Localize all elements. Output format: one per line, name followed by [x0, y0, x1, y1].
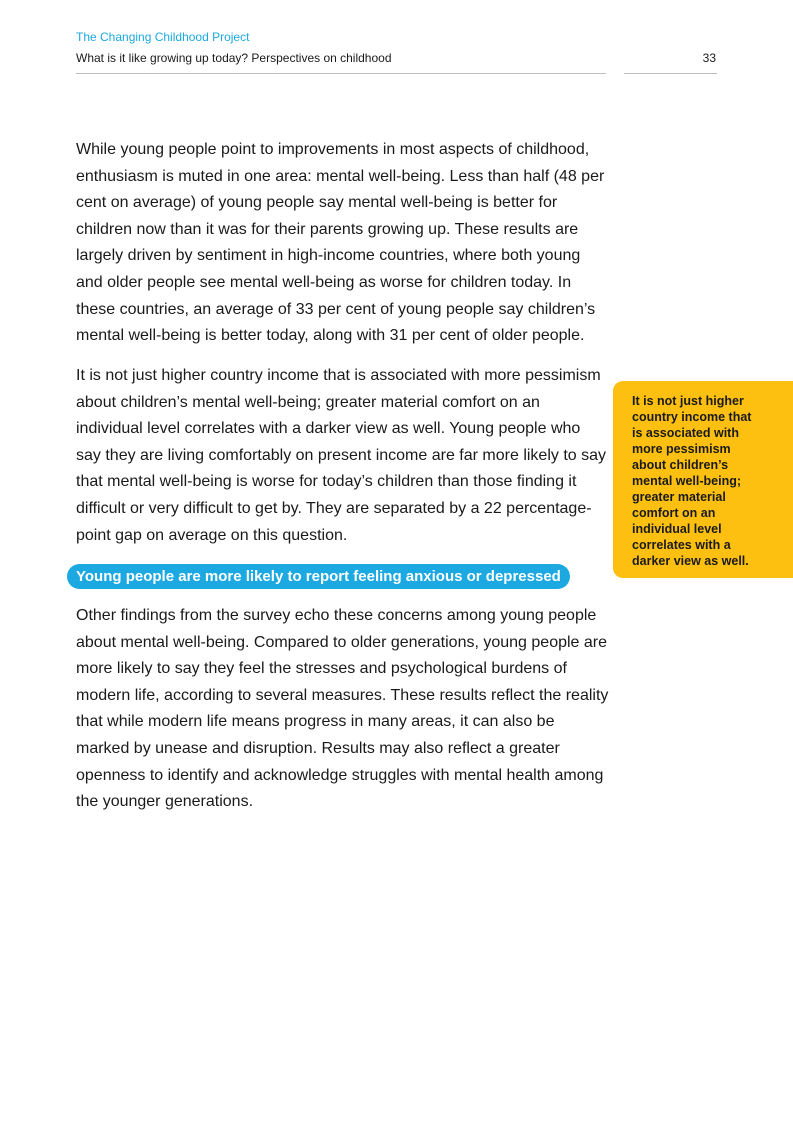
- pull-quote-callout: [613, 381, 793, 578]
- pull-quote-text: It is not just higher country income that is associated with more pessimism about children’s mental well-being; greater material comfort on an individual level correlates with a darker view as well.: [632, 394, 752, 568]
- header-divider-right: [624, 73, 717, 74]
- report-title: What is it like growing up today? Perspectives on childhood: [76, 51, 392, 65]
- section-subheading: Young people are more likely to report feeling anxious or depressed: [67, 564, 570, 589]
- body-paragraph-3: Other findings from the survey echo these concerns among young people about mental well-being. Compared to older generations, young people are more likely to say they feel the stresses and psychological burdens of modern life, according to several measures. These results reflect the reality that while modern life means progress in many areas, it can also be marked by unease and disruption. Results may also reflect a greater openness to identify and acknowledge struggles with mental health among the younger generations.: [76, 607, 609, 811]
- page-number: 33: [702, 51, 716, 65]
- project-title: The Changing Childhood Project: [76, 30, 250, 44]
- header-divider-left: [76, 73, 606, 74]
- body-paragraph-2: It is not just higher country income that is associated with more pessimism about children’s mental well-being; greater material comfort on an individual level correlates with a darker view as well. Young people who say they are living comfortably on present income are far more likely to say that mental well-being is worse for today’s children than those finding it difficult or very difficult to get by. They are separated by a 22 percentage-point gap on average on this question.: [76, 367, 607, 544]
- body-paragraph-1: While young people point to improvements in most aspects of childhood, enthusiasm is muted in one area: mental well-being. Less than half (48 per cent on average) of young people say mental well-being is better for children now than it was for their parents growing up. These results are largely driven by sentiment in high-income countries, where both young and older people see mental well-being as worse for children today. In these countries, an average of 33 per cent of young people say children’s mental well-being is better today, along with 31 per cent of older people.: [76, 141, 605, 345]
